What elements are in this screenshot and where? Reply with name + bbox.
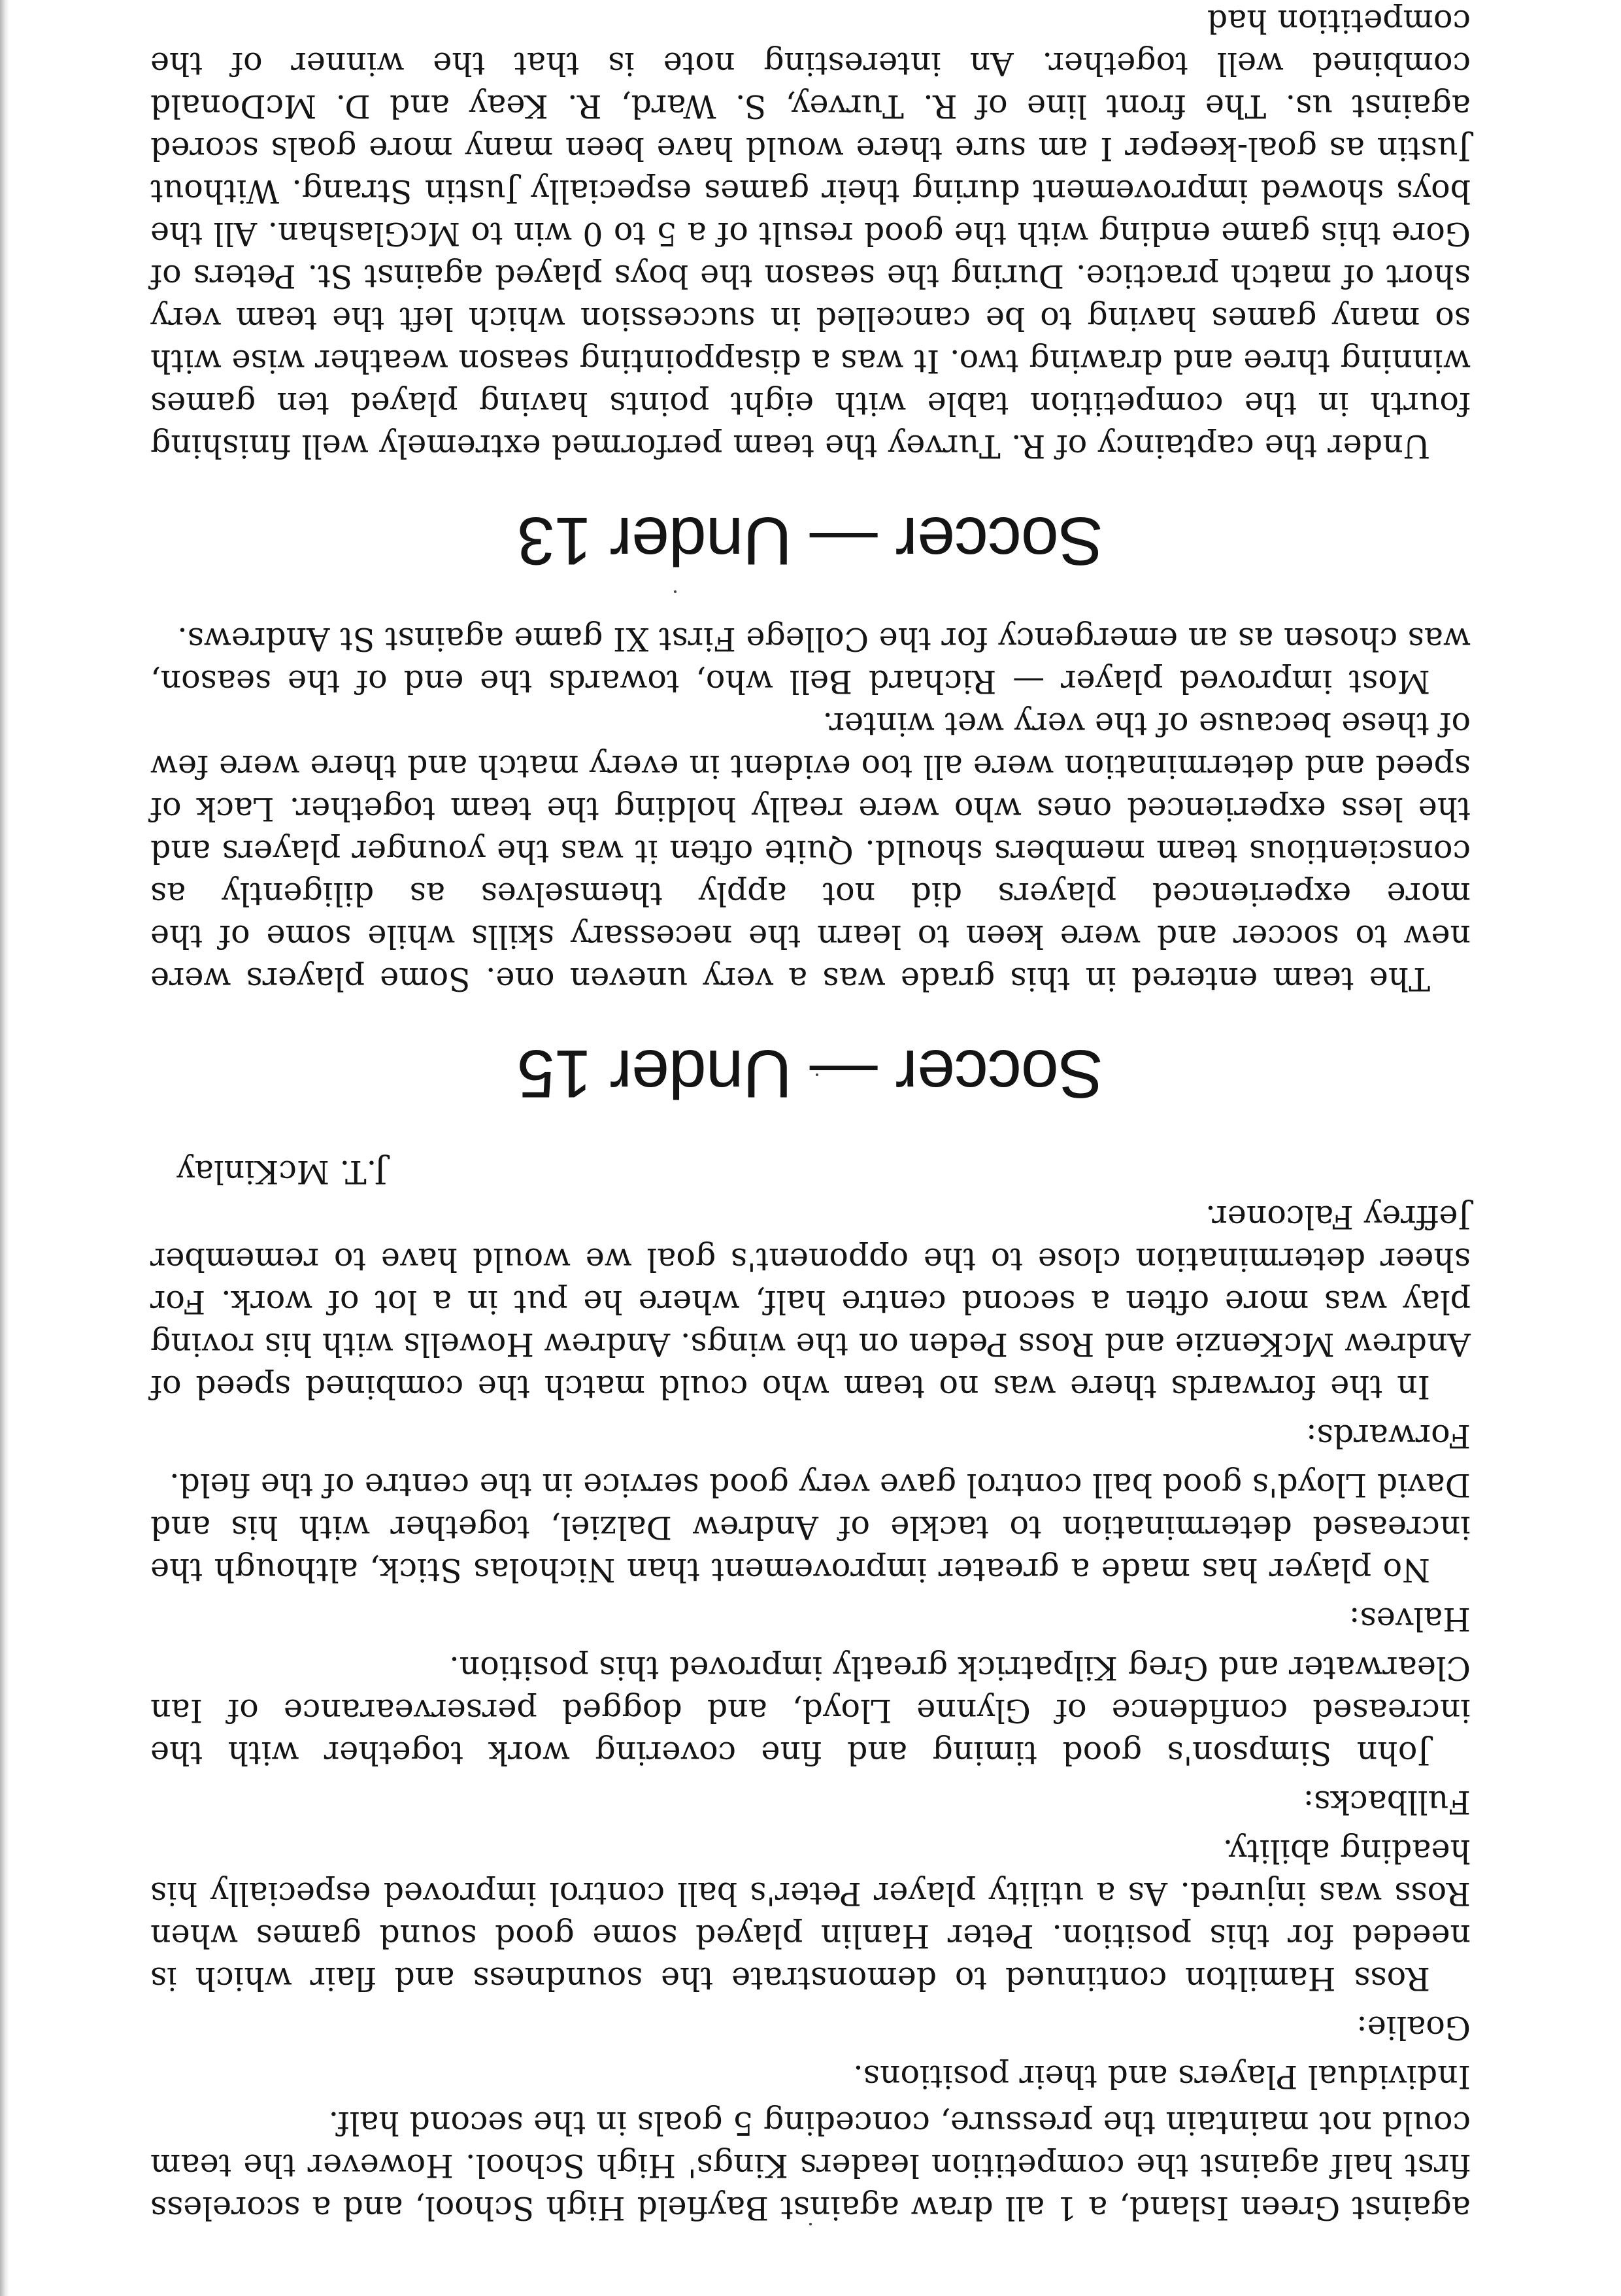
fullbacks-paragraph: John Simpson's good timing and fine covering work together with the increased confidence of Glynne Lloyd, and dogged perservearance of Ian Clearwater and Greg Kilpatrick greatly improved this position. <box>150 1649 1471 1772</box>
forwards-label: Forwards: <box>1306 1417 1471 1455</box>
halves-paragraph: No player has made a greater improvement than Nicholas Stick, although the increased determination to tackle of Andrew Dalziel, together with his and David Lloyd's good ball control gave very good service in the centre of the field. <box>150 1466 1471 1589</box>
forwards-paragraph: In the forwards there was no team who could match the combined speed of Andrew McKenzie and Ross Peden on the wings. Andrew Howells with his roving play was more often a second centre half, where he put in a lot of work. For sheer determination close to the opponent's goal we would have to remember Jeffrey Falconer. <box>150 1198 1471 1406</box>
goalie-paragraph: Ross Hamilton continued to demonstrate the soundness and flair which is needed for this position. Peter Hanlin played some good sound games when Ross was injured. As a utility player Peter's ball control improved especially his heading ability. <box>150 1832 1471 1997</box>
under-15-heading: Soccer — Under 15 <box>517 1036 1104 1111</box>
positions-intro: Individual Players and their positions. <box>853 2058 1471 2095</box>
continued-paragraph: against Green Island, a 1 all draw against Bayfield High School, and a scoreless first half against the competition leaders Kings' High School. However the team could not maintain the pressure, conceding 5 goals in the second half. <box>150 2104 1471 2227</box>
under-15-paragraph-1: The team entered in this grade was a very uneven one. Some players were new to soccer and were keen to learn the necessary skills while some of the more experienced players did not apply themselves as diligently as conscientious team members should. Quite often it was the younger players and the less experienced ones who were really holding the team together. Lack of speed and determination were all too evident in every match and there were few of these because of the very wet winter. <box>150 705 1471 998</box>
under-13-paragraph: Under the captaincy of R. Turvey the team performed extremely well finishing fourth in the competition table with eight points having played ten games winning three and drawing two. It was a disappointing season weather wise with so many games having to be cancelled in succession which left the team very short of match practice. During the season the boys played against St. Peters of Gore this game ending with the good result of a 5 to 0 win to McGlashan. All the boys showed improvement during their games especially Justin Strang. Without Justin as goal-keeper I am sure there would have been many more goals scored against us. The front line of R. Turvey, S. Ward, R. Keay and D. McDonald combined well together. An interesting note is that the winner of the competition had <box>150 3 1471 465</box>
scan-edge-shadow <box>0 0 9 2296</box>
author-signoff: J.T. McKinlay <box>176 1153 388 1190</box>
under-13-heading: Soccer — Under 13 <box>517 503 1104 579</box>
under-15-paragraph-2: Most improved player — Richard Bell who, towards the end of the season, was chosen as an emergency for the College First XI game against St Andrews. <box>150 620 1471 700</box>
halves-label: Halves: <box>1349 1600 1471 1638</box>
fullbacks-label: Fullbacks: <box>1303 1783 1471 1821</box>
goalie-label: Goalie: <box>1356 2009 1471 2046</box>
page-content-rotated <box>150 3 1471 2229</box>
